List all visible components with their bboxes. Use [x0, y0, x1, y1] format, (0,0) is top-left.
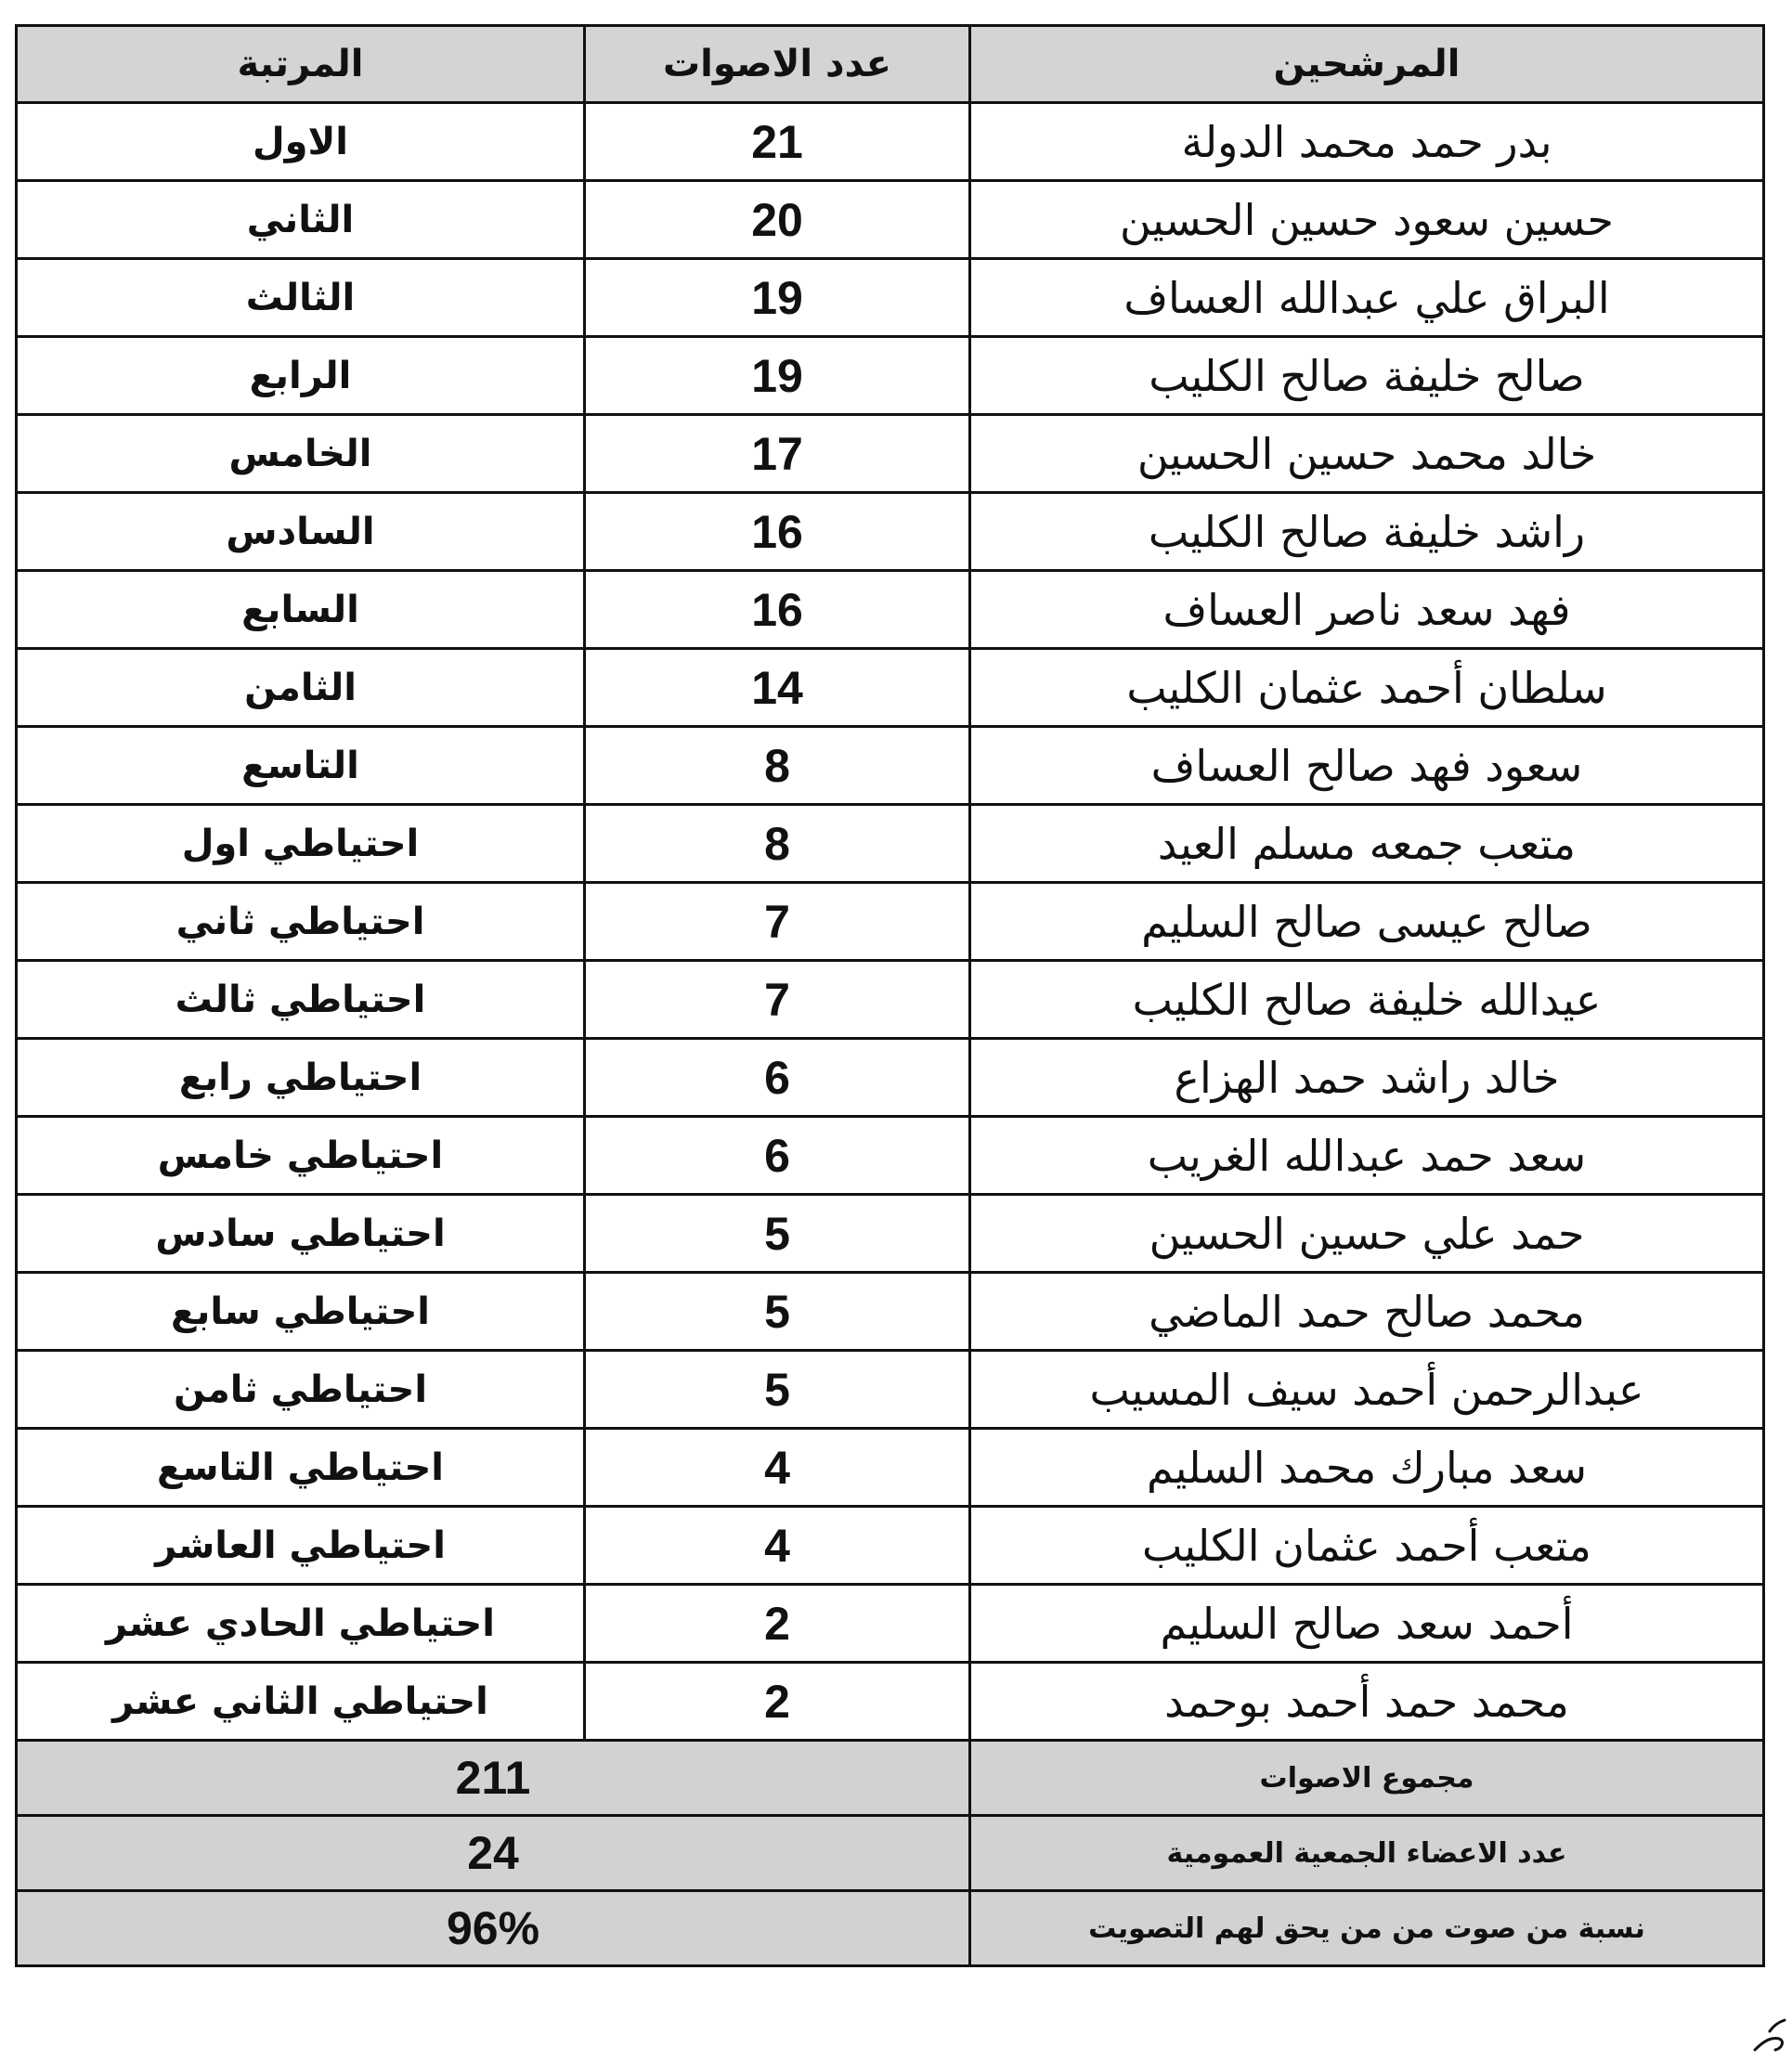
candidate-rank: احتياطي ثاني: [17, 883, 585, 961]
candidate-name: بدر حمد محمد الدولة: [970, 103, 1764, 181]
candidate-rank: احتياطي سابع: [17, 1273, 585, 1351]
candidate-rank: احتياطي ثالث: [17, 961, 585, 1039]
candidate-name: متعب أحمد عثمان الكليب: [970, 1507, 1764, 1585]
table-row: [17, 571, 1764, 649]
table-row: [17, 1273, 1764, 1351]
vote-count: 5: [585, 1273, 970, 1351]
candidate-rank: التاسع: [17, 727, 585, 805]
candidate-name: صالح عيسى صالح السليم: [970, 883, 1764, 961]
candidate-name: محمد حمد أحمد بوحمد: [970, 1663, 1764, 1741]
summary-row-total-votes: [17, 1741, 1764, 1816]
candidate-name: حمد علي حسين الحسين: [970, 1195, 1764, 1273]
candidate-name: سعود فهد صالح العساف: [970, 727, 1764, 805]
candidate-name: حسين سعود حسين الحسين: [970, 181, 1764, 259]
table-row: [17, 103, 1764, 181]
candidate-rank: السادس: [17, 493, 585, 571]
table-row: [17, 1585, 1764, 1663]
candidate-rank: الثاني: [17, 181, 585, 259]
candidate-rank: احتياطي العاشر: [17, 1507, 585, 1585]
table-row: [17, 1039, 1764, 1117]
candidate-name: صالح خليفة صالح الكليب: [970, 337, 1764, 415]
candidate-name: سعد مبارك محمد السليم: [970, 1429, 1764, 1507]
candidate-rank: احتياطي رابع: [17, 1039, 585, 1117]
table-row: [17, 961, 1764, 1039]
table-row: [17, 805, 1764, 883]
candidate-rank: الرابع: [17, 337, 585, 415]
turnout-label: نسبة من صوت من من يحق لهم التصويت: [970, 1891, 1764, 1966]
table-row: [17, 415, 1764, 493]
members-count-value: 24: [17, 1816, 970, 1891]
header-rank: المرتبة: [17, 26, 585, 103]
vote-count: 20: [585, 181, 970, 259]
vote-count: 5: [585, 1351, 970, 1429]
vote-count: 16: [585, 571, 970, 649]
candidate-name: خالد راشد حمد الهزاع: [970, 1039, 1764, 1117]
candidate-name: سعد حمد عبدالله الغريب: [970, 1117, 1764, 1195]
table-row: [17, 727, 1764, 805]
table-row: [17, 1429, 1764, 1507]
vote-count: 21: [585, 103, 970, 181]
vote-count: 8: [585, 805, 970, 883]
candidate-name: فهد سعد ناصر العساف: [970, 571, 1764, 649]
candidate-rank: الثامن: [17, 649, 585, 727]
candidate-rank: الاول: [17, 103, 585, 181]
vote-count: 14: [585, 649, 970, 727]
vote-count: 4: [585, 1429, 970, 1507]
table-row: [17, 259, 1764, 337]
table-row: [17, 1117, 1764, 1195]
vote-count: 8: [585, 727, 970, 805]
total-votes-label: مجموع الاصوات: [970, 1741, 1764, 1816]
table-row: [17, 337, 1764, 415]
candidate-rank: احتياطي ثامن: [17, 1351, 585, 1429]
candidate-name: أحمد سعد صالح السليم: [970, 1585, 1764, 1663]
candidate-rank: احتياطي خامس: [17, 1117, 585, 1195]
vote-count: 17: [585, 415, 970, 493]
candidate-rank: السابع: [17, 571, 585, 649]
table-row: [17, 1195, 1764, 1273]
vote-count: 2: [585, 1585, 970, 1663]
summary-row-members: [17, 1816, 1764, 1891]
table-row: [17, 649, 1764, 727]
candidate-rank: احتياطي الحادي عشر: [17, 1585, 585, 1663]
candidate-name: البراق علي عبدالله العساف: [970, 259, 1764, 337]
candidate-rank: الثالث: [17, 259, 585, 337]
vote-count: 5: [585, 1195, 970, 1273]
header-candidates: المرشحين: [970, 26, 1764, 103]
vote-count: 2: [585, 1663, 970, 1741]
candidate-rank: احتياطي سادس: [17, 1195, 585, 1273]
vote-count: 4: [585, 1507, 970, 1585]
vote-count: 6: [585, 1039, 970, 1117]
header-votes: عدد الاصوات: [585, 26, 970, 103]
table-row: [17, 1663, 1764, 1741]
vote-count: 19: [585, 337, 970, 415]
table-row: [17, 181, 1764, 259]
candidate-name: خالد محمد حسين الحسين: [970, 415, 1764, 493]
summary-row-turnout: [17, 1891, 1764, 1966]
vote-count: 19: [585, 259, 970, 337]
total-votes-value: 211: [17, 1741, 970, 1816]
candidate-name: سلطان أحمد عثمان الكليب: [970, 649, 1764, 727]
table-header-row: [17, 26, 1764, 103]
candidate-name: محمد صالح حمد الماضي: [970, 1273, 1764, 1351]
vote-count: 7: [585, 883, 970, 961]
table-row: [17, 1507, 1764, 1585]
candidate-name: راشد خليفة صالح الكليب: [970, 493, 1764, 571]
members-count-label: عدد الاعضاء الجمعية العمومية: [970, 1816, 1764, 1891]
table-row: [17, 1351, 1764, 1429]
vote-count: 6: [585, 1117, 970, 1195]
table-row: [17, 493, 1764, 571]
candidate-rank: احتياطي التاسع: [17, 1429, 585, 1507]
candidate-name: عيدالله خليفة صالح الكليب: [970, 961, 1764, 1039]
candidate-name: متعب جمعه مسلم العيد: [970, 805, 1764, 883]
candidate-name: عبدالرحمن أحمد سيف المسيب: [970, 1351, 1764, 1429]
candidate-rank: احتياطي الثاني عشر: [17, 1663, 585, 1741]
table-row: [17, 883, 1764, 961]
vote-count: 7: [585, 961, 970, 1039]
candidate-rank: احتياطي اول: [17, 805, 585, 883]
candidate-rank: الخامس: [17, 415, 585, 493]
vote-count: 16: [585, 493, 970, 571]
election-results-table: [15, 24, 1765, 1967]
turnout-value: 96%: [17, 1891, 970, 1966]
handwritten-mark: [1751, 2013, 1788, 2055]
